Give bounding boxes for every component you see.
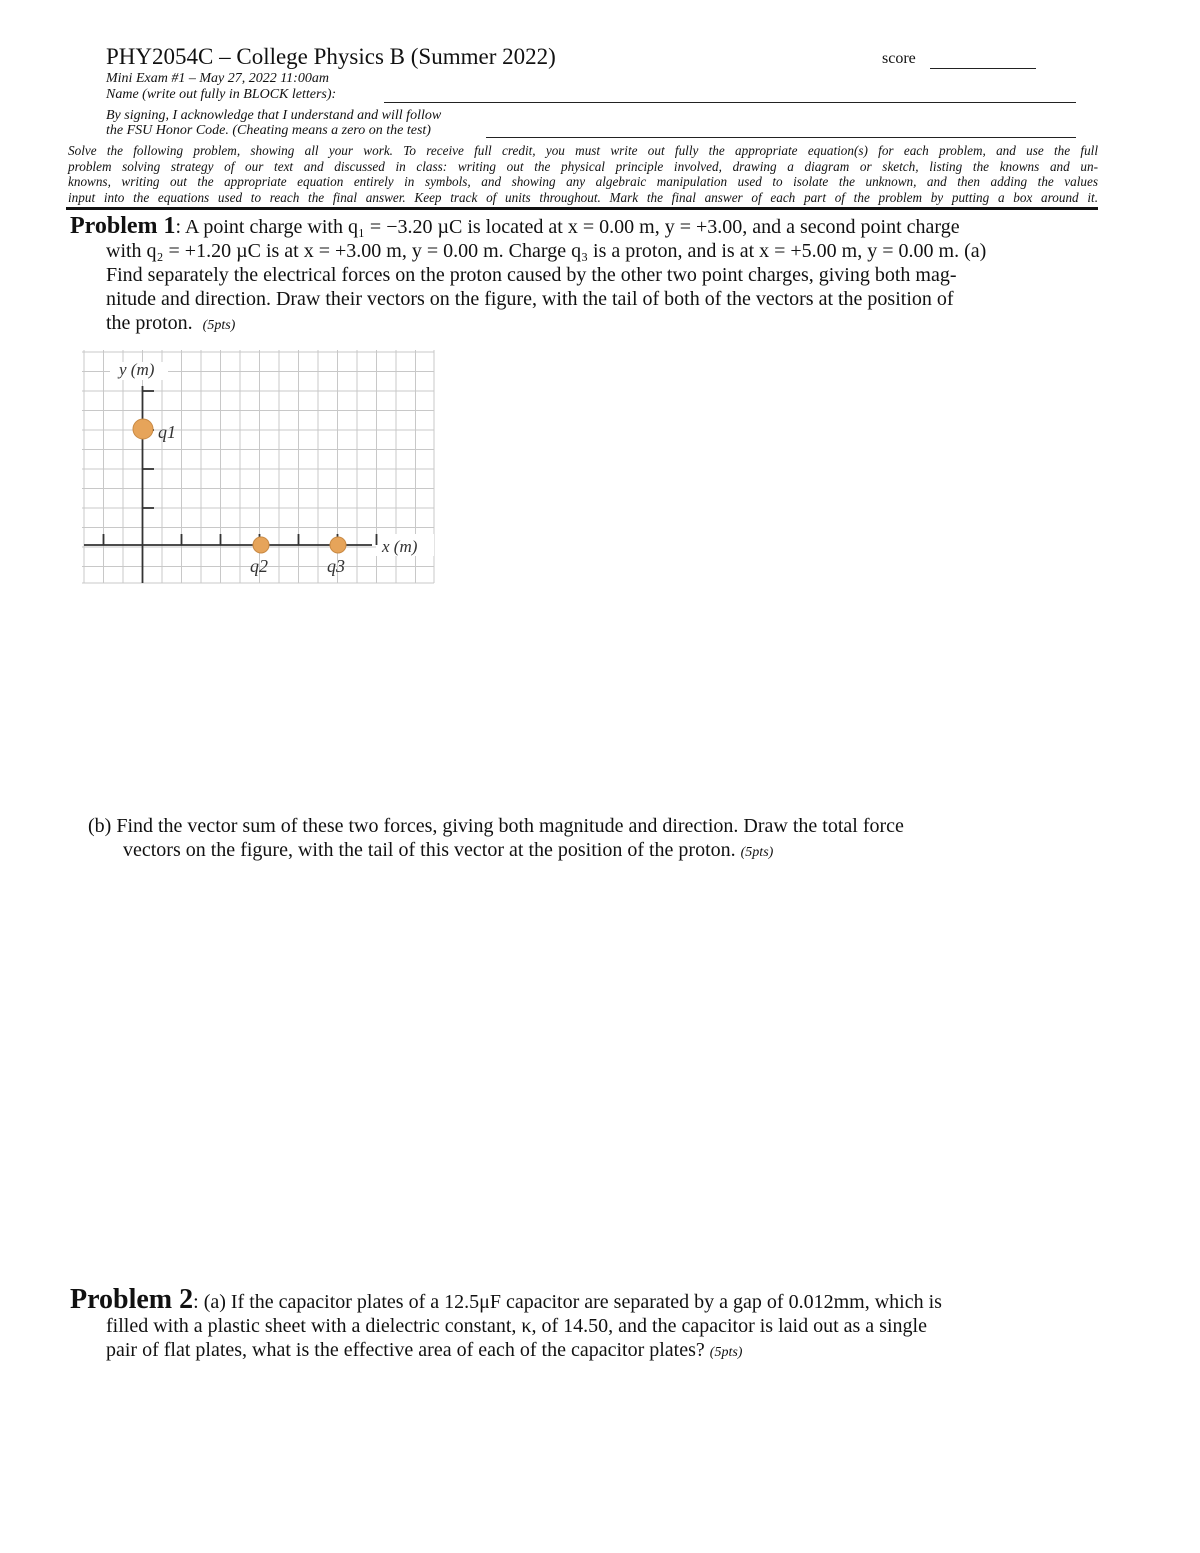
problem-2-text: : (a) If the capacitor plates of a 12.5μF capacitor are separated by a gap of 0.012mm, which is bbox=[193, 1291, 942, 1313]
instruction-line: Solve the following problem, showing all your work. To receive full credit, you must write out fully the appropriate equation(s) for each problem, and use the full bbox=[68, 143, 1098, 158]
q2-label: q2 bbox=[250, 556, 268, 576]
charge-q3 bbox=[330, 537, 346, 553]
part-b-text: (b) Find the vector sum of these two forces, giving both magnitude and direction. Draw the total force bbox=[88, 815, 904, 837]
exam-info: Mini Exam #1 – May 27, 2022 11:00am bbox=[106, 71, 329, 86]
charge-figure bbox=[82, 350, 437, 585]
problem-1-text: with q₂ = +1.20 µC is at x = +3.00 m, y = 0.00 m. Charge q₃ is a proton, and is at x = +5.00 m, y = 0.00 m. (a) bbox=[106, 240, 987, 262]
problem-2-text: pair of flat plates, what is the effective area of each of the capacitor plates? bbox=[106, 1339, 705, 1361]
q1-label: q1 bbox=[158, 422, 176, 442]
part-b-points: (5pts) bbox=[740, 845, 774, 860]
honor-statement-line2: the FSU Honor Code. (Cheating means a zero on the test) bbox=[106, 123, 431, 138]
axes bbox=[84, 386, 377, 583]
problem-2-text: filled with a plastic sheet with a dielectric constant, κ, of 14.50, and the capacitor is laid out as a single bbox=[106, 1315, 927, 1337]
instruction-line: problem solving strategy of our text and discussed in class: writing out the physical principle involved, drawing a diagram or sketch, listing the knowns and un- bbox=[68, 158, 1098, 174]
honor-statement-line1: By signing, I acknowledge that I understand and will follow bbox=[106, 108, 442, 123]
instructions bbox=[68, 143, 1098, 205]
signature-blank[interactable] bbox=[486, 137, 1076, 138]
problem-1-text: : A point charge with q₁ = −3.20 µC is located at x = 0.00 m, y = +3.00, and a second point charge bbox=[175, 216, 960, 238]
problem-2 bbox=[70, 1284, 942, 1365]
y-axis-label: y (m) bbox=[119, 360, 155, 379]
name-label: Name (write out fully in BLOCK letters): bbox=[106, 87, 337, 102]
part-b-text: vectors on the figure, with the tail of this vector at the position of the proton. bbox=[123, 839, 736, 861]
problem-1-points: (5pts) bbox=[202, 318, 236, 333]
problem-1-text: nitude and direction. Draw their vectors on the figure, with the tail of both of the vectors at the position of bbox=[106, 288, 954, 310]
page-title: PHY2054C – College Physics B (Summer 2022) bbox=[106, 44, 556, 69]
charge-q2 bbox=[253, 537, 269, 553]
score-label: score bbox=[882, 50, 916, 67]
problem-1-part-b bbox=[88, 814, 904, 865]
problem-1 bbox=[70, 214, 986, 338]
problem-1-text: the proton. bbox=[106, 312, 193, 334]
instruction-line: input into the equations used to reach the final answer. Keep track of units throughout. Mark the final answer of each part of the problem by putting a box around it. bbox=[68, 189, 1098, 205]
problem-2-points: (5pts) bbox=[709, 1345, 743, 1360]
divider bbox=[66, 207, 1098, 210]
instruction-line: knowns, writing out the appropriate equation entirely in symbols, and showing any algebraic manipulation used to isolate the unknown, and then adding the values bbox=[68, 174, 1098, 189]
charge-q1 bbox=[133, 419, 153, 439]
name-blank[interactable] bbox=[384, 102, 1076, 103]
x-axis-label: x (m) bbox=[382, 537, 418, 556]
problem-2-label: Problem 2 bbox=[70, 1284, 194, 1315]
q3-label: q3 bbox=[327, 556, 345, 576]
problem-1-text: Find separately the electrical forces on the proton caused by the other two point charges, giving both mag- bbox=[106, 264, 957, 286]
score-blank[interactable] bbox=[930, 68, 1036, 69]
problem-1-label: Problem 1 bbox=[70, 213, 176, 239]
